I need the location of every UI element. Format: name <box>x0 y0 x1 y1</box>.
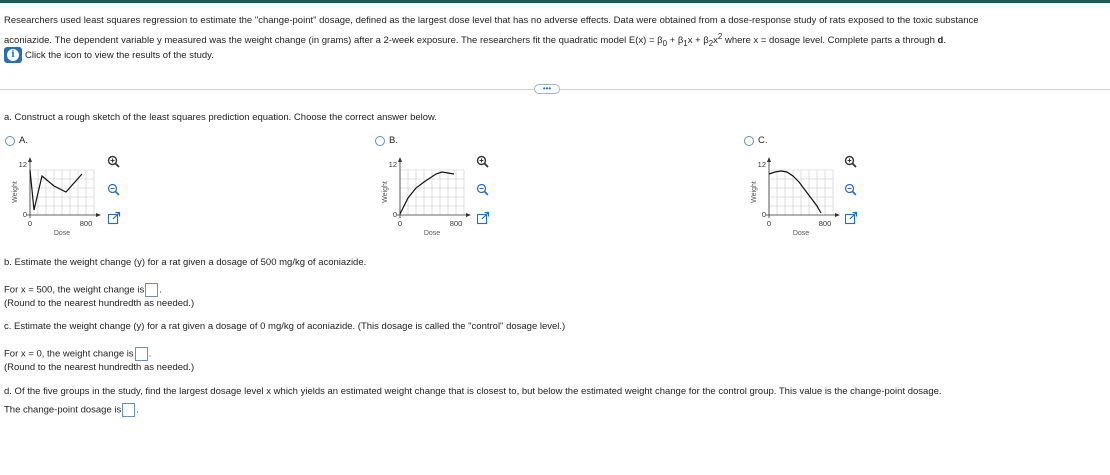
zoom-in-icon[interactable] <box>106 154 122 170</box>
graph-b-y-tick: 12 <box>388 160 397 169</box>
expand-icon[interactable] <box>106 210 122 226</box>
radio-option-b[interactable] <box>375 136 385 146</box>
part-b-prompt: b. Estimate the weight change (y) for a rat given a dosage of 500 mg/kg of aconiazide. <box>4 257 367 268</box>
part-b-answer-period: . <box>159 284 162 296</box>
part-c-note: (Round to the nearest hundredth as needed.) <box>4 362 195 373</box>
part-d-answer-row <box>4 403 139 417</box>
graph-b-xlabel: Dose <box>423 230 441 237</box>
graph-a-x-zero: 0 <box>27 219 33 228</box>
subscript-1: 1 <box>683 39 688 49</box>
part-c-answer-label: For x = 0, the weight change is <box>4 348 134 360</box>
graph-c-y-tick: 12 <box>757 160 766 169</box>
option-a-label: A. <box>19 135 28 146</box>
graph-a-x-tick: 800 <box>79 219 93 228</box>
graph-c-x-arrow <box>835 213 840 217</box>
zoom-out-icon[interactable] <box>843 182 859 198</box>
intro-text-a: aconiazide. The dependent variable y measured was the weight change (in grams) after a 2-week exposure. The researchers fit the quadratic model E(x) = β <box>4 35 663 47</box>
graph-a-y-zero: 0 <box>22 210 27 219</box>
graph-b-x-tick: 800 <box>449 219 463 228</box>
subscript-2: 2 <box>708 39 714 49</box>
radio-option-a[interactable] <box>5 136 15 146</box>
part-c-answer-period: . <box>148 348 152 360</box>
part-c-prompt: c. Estimate the weight change (y) for a rat given a dosage of 0 mg/kg of aconiazide. (This dosage is called the "control" dosage level.) <box>4 321 566 332</box>
info-icon[interactable]: i <box>4 47 22 63</box>
graph-b-y-arrow <box>398 157 402 162</box>
part-d-answer-label: The change-point dosage is <box>4 404 122 416</box>
superscript-2: 2 <box>717 32 723 41</box>
option-b[interactable] <box>375 135 398 146</box>
intro-text-c: + β <box>667 35 684 47</box>
study-results-row <box>4 47 214 63</box>
graph-a-y-arrow <box>28 157 32 162</box>
graph-c-x-tick: 800 <box>818 219 832 228</box>
intro-text-j: d <box>937 35 944 47</box>
intro-text-g: x <box>713 35 718 47</box>
expand-icon[interactable] <box>475 210 491 226</box>
intro-text-e: x + β <box>687 35 709 47</box>
part-b-answer-label: For x = 500, the weight change is <box>4 284 145 296</box>
option-b-label: B. <box>389 135 398 146</box>
graph-c-y-arrow <box>767 157 771 162</box>
part-d-answer-input[interactable] <box>122 403 135 417</box>
graph-a-x-arrow <box>96 213 101 217</box>
subscript-0: 0 <box>662 39 667 49</box>
intro-line-1: Researchers used least squares regression to estimate the "change-point" dosage, defined as the largest dose level that has no adverse effects. Data were obtained from a dose-response study of rats exposed to the toxic substance <box>4 15 979 26</box>
part-c-answer-row <box>4 347 151 361</box>
graph-c-grid <box>769 170 833 215</box>
graph-a-grid <box>30 170 94 215</box>
option-c[interactable] <box>744 135 768 146</box>
graph-a-xlabel: Dose <box>53 230 71 237</box>
graph-c-y-zero: 0 <box>761 210 766 219</box>
graph-b-x-arrow <box>466 213 471 217</box>
zoom-in-icon[interactable] <box>475 154 491 170</box>
zoom-out-icon[interactable] <box>475 182 491 198</box>
part-b-answer-row <box>4 283 162 297</box>
part-d-prompt: d. Of the five groups in the study, find the largest dosage level x which yields an estimated weight change that is closest to, but below the estimated weight change for the control group. This value is the change-point dosage. <box>4 386 942 397</box>
option-a[interactable] <box>5 135 28 146</box>
study-results-link[interactable]: Click the icon to view the results of the study. <box>25 49 214 61</box>
part-b-answer-input[interactable] <box>145 283 158 297</box>
graph-b-ylabel: Weight <box>382 181 389 203</box>
radio-option-c[interactable] <box>744 136 754 146</box>
graph-b-x-zero: 0 <box>397 219 403 228</box>
part-a-prompt: a. Construct a rough sketch of the least squares prediction equation. Choose the correct answer below. <box>4 112 438 123</box>
intro-text-k: . <box>943 35 946 47</box>
zoom-out-icon[interactable] <box>106 182 122 198</box>
graph-a-ylabel: Weight <box>12 181 19 203</box>
expand-icon[interactable] <box>843 210 859 226</box>
graph-c-xlabel: Dose <box>792 230 810 237</box>
graph-a-y-tick: 12 <box>18 160 27 169</box>
part-d-answer-period: . <box>136 404 139 416</box>
zoom-in-icon[interactable] <box>843 154 859 170</box>
graph-b-y-zero: 0 <box>392 210 397 219</box>
part-c-answer-input[interactable] <box>135 347 148 361</box>
more-button[interactable]: ••• <box>534 84 560 94</box>
graph-c-ylabel: Weight <box>751 181 758 203</box>
intro-text-i: where x = dosage level. Complete parts a through <box>722 35 938 47</box>
option-c-label: C. <box>758 135 768 146</box>
graph-c-x-zero: 0 <box>766 219 772 228</box>
top-accent-bar <box>0 0 1110 3</box>
part-b-note: (Round to the nearest hundredth as needed.) <box>4 298 195 309</box>
